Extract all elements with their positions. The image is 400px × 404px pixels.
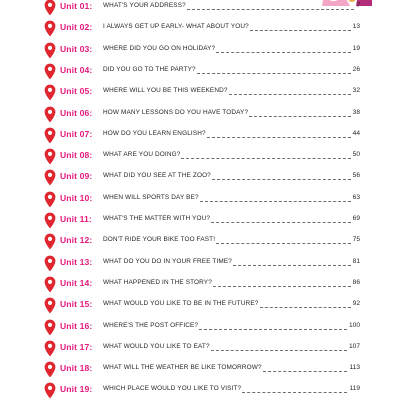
map-pin-icon [44, 169, 56, 186]
page-number: 50 [352, 151, 360, 159]
unit-number: Unit 16: [60, 320, 93, 331]
unit-title: WHAT DID YOU SEE AT THE ZOO? [103, 172, 211, 180]
toc-row[interactable] [44, 18, 360, 40]
toc-row[interactable] [44, 146, 360, 168]
map-pin-icon [44, 127, 56, 144]
unit-number: Unit 03: [60, 43, 93, 54]
map-pin-icon [44, 319, 56, 336]
unit-number: Unit 07: [60, 128, 93, 139]
toc-row[interactable] [44, 274, 360, 296]
unit-number: Unit 18: [60, 363, 93, 374]
page-number: 44 [352, 129, 360, 137]
dotted-leader [233, 265, 351, 266]
unit-title: WHAT ARE YOU DOING? [103, 151, 181, 159]
dotted-leader [216, 243, 351, 244]
unit-number: Unit 09: [60, 171, 93, 182]
toc-row[interactable] [44, 61, 360, 83]
unit-number: Unit 01: [60, 1, 93, 11]
dotted-leader [250, 30, 351, 31]
dotted-leader [242, 392, 347, 393]
toc-row[interactable] [44, 380, 360, 402]
toc-row[interactable] [44, 231, 360, 253]
dotted-leader [212, 179, 351, 180]
unit-number: Unit 13: [60, 256, 93, 267]
toc-row[interactable] [44, 338, 360, 360]
dotted-leader [263, 371, 347, 372]
map-pin-icon [44, 340, 56, 357]
page-number: 86 [352, 278, 360, 286]
dotted-leader [181, 158, 351, 159]
toc-row[interactable] [44, 210, 360, 232]
map-pin-icon [44, 276, 56, 293]
unit-title: WHAT WOULD YOU LIKE TO BE IN THE FUTURE? [103, 300, 259, 308]
unit-number: Unit 10: [60, 192, 93, 203]
page-number: 13 [352, 23, 360, 31]
page-number: 113 [349, 364, 360, 372]
unit-title: WHERE DID YOU GO ON HOLIDAY? [103, 44, 216, 52]
map-pin-icon [44, 212, 56, 229]
unit-number: Unit 11: [60, 214, 92, 224]
toc-row[interactable] [44, 317, 360, 339]
unit-number: Unit 04: [60, 64, 93, 75]
unit-title: WHAT'S THE MATTER WITH YOU? [103, 215, 211, 222]
page-number: 26 [352, 65, 360, 73]
unit-title: HOW MANY LESSONS DO YOU HAVE TODAY? [103, 108, 249, 116]
page-number: 75 [352, 236, 360, 244]
unit-title: DID YOU GO TO THE PARTY? [103, 65, 196, 73]
unit-number: Unit 17: [60, 341, 93, 352]
unit-title: DON'T RIDE YOUR BIKE TOO FAST! [103, 236, 216, 244]
dotted-leader [213, 286, 351, 287]
map-pin-icon [44, 42, 56, 59]
map-pin-icon [44, 20, 56, 37]
toc-row[interactable] [44, 40, 360, 62]
unit-title: WHAT WILL THE WEATHER BE LIKE TOMORROW? [103, 364, 262, 372]
unit-title: WHERE WILL YOU BE THIS WEEKEND? [103, 87, 228, 95]
dotted-leader [211, 350, 347, 351]
unit-title: HOW DO YOU LEARN ENGLISH? [103, 129, 206, 137]
dotted-leader [211, 222, 351, 223]
map-pin-icon [44, 233, 56, 250]
dotted-leader [249, 116, 351, 117]
page-number: 63 [352, 193, 360, 201]
page-number: 32 [352, 87, 360, 95]
map-pin-icon [44, 191, 56, 208]
map-pin-icon [44, 63, 56, 80]
page-number: 107 [348, 342, 360, 350]
map-pin-icon [44, 148, 56, 165]
dotted-leader [260, 307, 351, 308]
page-number: 92 [352, 300, 360, 308]
unit-title: WHICH PLACE WOULD YOU LIKE TO VISIT? [103, 385, 242, 393]
unit-title: WHAT WOULD YOU LIKE TO EAT? [103, 342, 210, 350]
unit-title: WHEN WILL SPORTS DAY BE? [103, 193, 199, 201]
map-pin-icon [44, 382, 56, 399]
map-pin-icon [44, 255, 56, 272]
toc-row[interactable] [44, 295, 360, 317]
dotted-leader [197, 73, 351, 74]
toc-row[interactable] [44, 104, 360, 126]
unit-title: WHERE'S THE POST OFFICE? [103, 321, 199, 329]
page-number: 69 [352, 215, 360, 222]
map-pin-icon [44, 297, 56, 314]
page-number: 19 [352, 44, 360, 52]
unit-number: Unit 15: [60, 299, 93, 310]
toc-row[interactable] [44, 125, 360, 147]
map-pin-icon [44, 0, 56, 16]
page-number: 56 [352, 172, 360, 180]
unit-title: WHAT HAPPENED IN THE STORY? [103, 278, 212, 286]
dotted-leader [187, 9, 354, 10]
unit-number: Unit 12: [60, 235, 93, 246]
dotted-leader [207, 137, 351, 138]
unit-title: WHAT DO YOU DO IN YOUR FREE TIME? [103, 257, 232, 265]
unit-number: Unit 02: [60, 22, 93, 33]
unit-title: I ALWAYS GET UP EARLY- WHAT ABOUT YOU? [103, 23, 249, 31]
page-number: 81 [352, 257, 360, 265]
dotted-leader [229, 94, 351, 95]
dotted-leader [200, 201, 351, 202]
dotted-leader [216, 52, 351, 53]
unit-number: Unit 05: [60, 86, 93, 97]
page-number: 119 [349, 385, 360, 393]
page-number: 100 [348, 321, 360, 329]
unit-number: Unit 14: [60, 277, 93, 288]
map-pin-icon [44, 361, 56, 378]
toc-row[interactable] [44, 167, 360, 189]
toc-row[interactable] [44, 253, 360, 275]
page-number: 38 [352, 108, 360, 116]
toc-row[interactable] [44, 82, 360, 104]
unit-title: WHAT'S YOUR ADDRESS? [103, 2, 186, 9]
map-pin-icon [44, 84, 56, 101]
unit-number: Unit 08: [60, 150, 93, 161]
toc-row[interactable] [44, 359, 360, 381]
page-number: 7 [356, 2, 360, 9]
dotted-leader [199, 329, 347, 330]
unit-number: Unit 06: [60, 107, 93, 118]
toc-row[interactable] [44, 0, 360, 19]
toc-row[interactable] [44, 189, 360, 211]
map-pin-icon [44, 106, 56, 123]
unit-number: Unit 19: [60, 384, 93, 395]
